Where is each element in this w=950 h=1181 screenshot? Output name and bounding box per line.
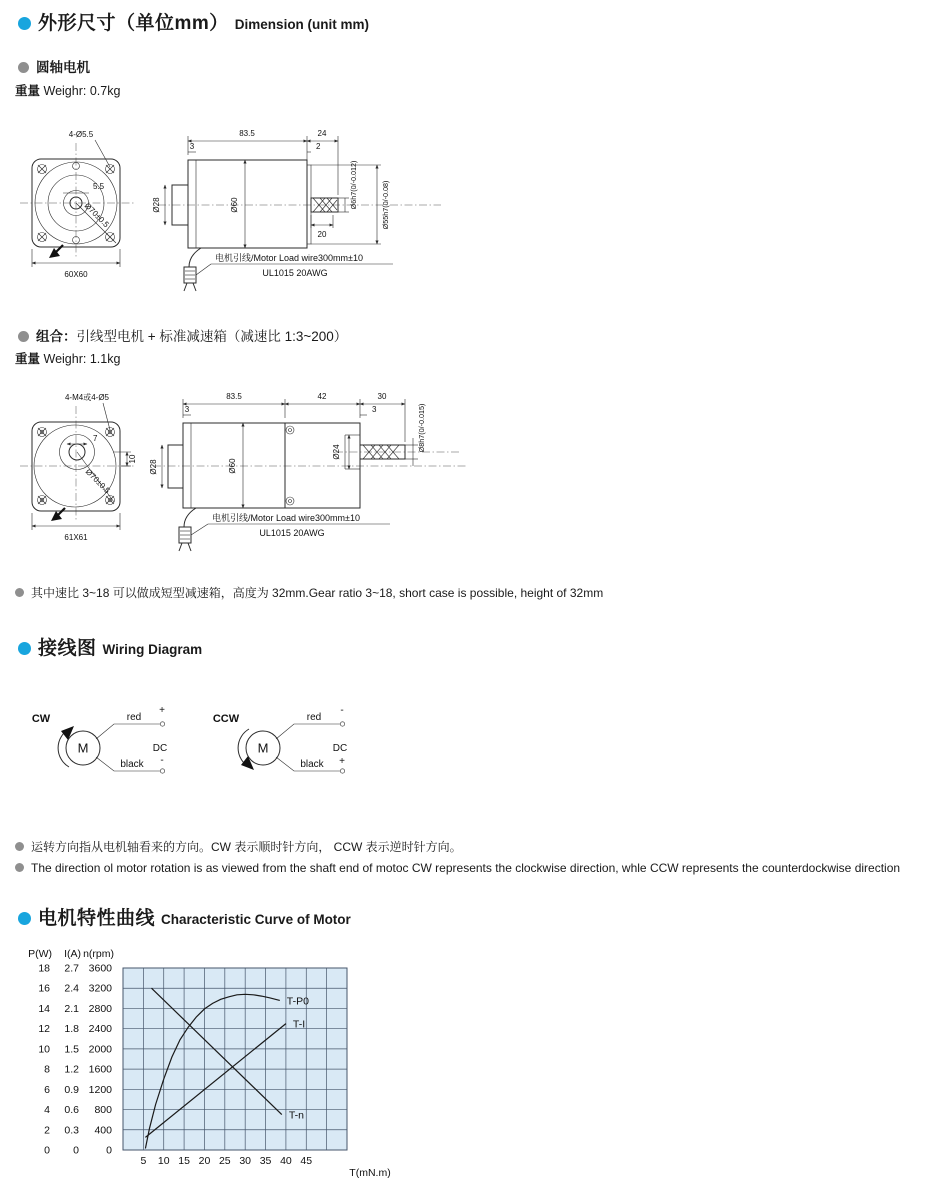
y-tick-label: 2000 [88, 1043, 112, 1056]
x-tick-label: 30 [239, 1155, 252, 1167]
y-tick-label: 0 [106, 1144, 112, 1157]
y-tick-label: 3600 [88, 962, 112, 975]
dim-square: 61X61 [64, 533, 88, 542]
section-title-zh: 外形尺寸（单位mm） [38, 13, 229, 34]
gear-combo-weight [15, 349, 120, 367]
x-axis-label: T(mN.m) [349, 1167, 391, 1179]
dim-dia70: Ø70±0.5 [82, 201, 111, 230]
top-wire-label: red [306, 712, 322, 723]
weight-value: Weighr: 0.7kg [43, 84, 121, 98]
dim-d60: Ø60 [230, 197, 239, 213]
direction-label: CW [31, 713, 51, 725]
gear-ratio-note-text: 其中速比 3~18 可以做成短型减速箱，高度为 32mm.Gear ratio 3~18, short case is possible, height of 32mm [31, 586, 604, 600]
rotation-note-en [15, 861, 900, 875]
gray-bullet-icon [18, 331, 29, 342]
rotation-note-zh-text: 运转方向指从电机轴看来的方向。CW 表示顺时针方向， CCW 表示逆时针方向。 [31, 840, 462, 854]
round-shaft-side-view [152, 129, 441, 291]
gray-bullet-icon [18, 62, 29, 73]
y-tick-label: 1.8 [64, 1023, 79, 1036]
y-tick-label: 2 [44, 1124, 50, 1137]
y-tick-label: 0.3 [64, 1124, 79, 1137]
section-title-en: Characteristic Curve of Motor [161, 912, 351, 927]
dim-dia70: Ø70±0.5 [83, 467, 112, 496]
dim-pilot-tolerance: Ø55h7(0/-0.08) [381, 180, 390, 230]
round-shaft-subheader [18, 56, 90, 77]
gray-bullet-icon [15, 842, 24, 851]
y-tick-label: 1200 [88, 1083, 112, 1096]
section-title-en: Dimension (unit mm) [234, 17, 370, 32]
dim-3: 3 [189, 142, 195, 151]
gear-ratio-note [15, 584, 603, 601]
y-tick-label: 800 [94, 1104, 112, 1117]
wire-note-2: UL1015 20AWG [259, 528, 325, 538]
wire-note-2: UL1015 20AWG [262, 268, 328, 278]
dim-7: 7 [93, 434, 98, 443]
weight-label-zh: 重量 [15, 352, 41, 366]
wire-note-1: 电机引线/Motor Load wire300mm±10 [212, 513, 360, 523]
y-axis-header: P(W) [28, 948, 52, 960]
supply-label: DC [152, 743, 168, 754]
dim-83-5: 83.5 [226, 392, 242, 401]
y-axis-header: n(rpm) [83, 948, 114, 960]
y-tick-label: 12 [38, 1023, 50, 1036]
rotation-note-en-text: The direction ol motor rotation is as viewed from the shaft end of motoc CW represents the clockwise direction, whle CCW represents the counterdockwise direction [31, 861, 901, 875]
bottom-terminal-sign: - [160, 755, 164, 766]
section-wiring-header [18, 633, 202, 660]
y-tick-label: 2.4 [64, 982, 79, 995]
x-tick-label: 25 [218, 1155, 231, 1167]
y-tick-label: 1.5 [64, 1043, 79, 1056]
y-tick-label: 14 [38, 1002, 50, 1015]
gray-bullet-icon [15, 588, 24, 597]
y-tick-label: 4 [44, 1104, 50, 1117]
dim-square: 60X60 [64, 270, 88, 279]
dim-d60: Ø60 [228, 458, 237, 474]
dim-d28: Ø28 [149, 459, 158, 475]
y-tick-label: 2400 [88, 1023, 112, 1036]
weight-value: Weighr: 1.1kg [43, 352, 121, 366]
series-label: T-n [288, 1109, 305, 1122]
y-tick-label: 0.9 [64, 1083, 79, 1096]
y-tick-label: 0.6 [64, 1104, 79, 1117]
gear-combo-dimension-drawing [15, 388, 475, 563]
y-tick-label: 18 [38, 962, 50, 975]
series-label: T-P0 [286, 995, 309, 1008]
characteristic-curve-chart [0, 935, 480, 1181]
dim-holes: 4-Ø5.5 [68, 130, 94, 139]
y-tick-label: 2.7 [64, 962, 79, 975]
dim-5-5: 5.5 [93, 182, 105, 191]
x-tick-label: 35 [259, 1155, 272, 1167]
rotation-arrowhead [61, 726, 74, 740]
y-tick-label: 2800 [88, 1002, 112, 1015]
round-shaft-front-view [20, 130, 134, 279]
section-title-en: Wiring Diagram [102, 642, 203, 657]
dim-shaft-tolerance: Ø8h7(0/-0.015) [417, 403, 426, 453]
y-tick-label: 10 [38, 1043, 50, 1056]
x-tick-label: 20 [198, 1155, 211, 1167]
rotation-arrowhead [241, 756, 254, 770]
dim-42: 42 [317, 392, 327, 401]
round-shaft-dimension-drawing [15, 125, 445, 297]
y-tick-label: 1.2 [64, 1063, 79, 1076]
y-tick-label: 400 [94, 1124, 112, 1137]
y-tick-label: 0 [73, 1144, 79, 1157]
y-tick-label: 8 [44, 1063, 50, 1076]
y-tick-label: 16 [38, 982, 50, 995]
dim-20: 20 [317, 230, 327, 239]
motor-symbol: M [77, 740, 89, 756]
dim-shaft-tolerance: Ø6h7(0/-0.012) [349, 160, 358, 210]
x-tick-label: 15 [178, 1155, 190, 1167]
dim-2: 2 [316, 142, 321, 151]
y-axis-header: I(A) [64, 948, 81, 960]
round-shaft-label: 圆轴电机 [36, 60, 90, 75]
blue-bullet-icon [18, 642, 31, 655]
section-title-zh: 接线图 [38, 638, 97, 659]
x-tick-label: 5 [140, 1155, 147, 1167]
wiring-diagram-ccw [202, 698, 387, 793]
gear-combo-subheader [18, 325, 347, 346]
motor-symbol: M [257, 740, 269, 756]
gear-combo-prefix: 组合： [36, 329, 77, 344]
dim-3-left: 3 [184, 405, 190, 414]
dim-83-5: 83.5 [239, 129, 255, 138]
direction-label: CCW [212, 713, 240, 725]
blue-bullet-icon [18, 912, 31, 925]
round-shaft-weight [15, 81, 120, 99]
dim-3-right: 3 [372, 405, 377, 414]
wiring-diagram-cw [22, 698, 207, 793]
section-curve-header [18, 903, 351, 930]
bottom-terminal-sign: + [339, 756, 345, 767]
bottom-wire-label: black [300, 759, 324, 770]
section-title-zh: 电机特性曲线 [38, 908, 156, 929]
y-tick-label: 2.1 [64, 1002, 79, 1015]
dim-24: 24 [317, 129, 327, 138]
y-tick-label: 6 [44, 1083, 50, 1096]
top-terminal-sign: + [159, 705, 165, 716]
x-tick-label: 40 [280, 1155, 292, 1167]
x-tick-label: 10 [157, 1155, 170, 1167]
blue-bullet-icon [18, 17, 31, 30]
dim-d28: Ø28 [152, 197, 161, 213]
y-tick-label: 0 [44, 1144, 50, 1157]
gear-combo-text: 引线型电机 + 标准减速箱（减速比 1:3~200） [76, 329, 348, 344]
rotation-note-zh [15, 838, 462, 855]
y-tick-label: 1600 [88, 1063, 112, 1076]
dim-10: 10 [128, 454, 137, 464]
y-tick-label: 3200 [88, 982, 112, 995]
x-tick-label: 45 [300, 1155, 313, 1167]
dim-d24: Ø24 [332, 444, 341, 460]
supply-label: DC [332, 743, 348, 754]
section-dimension-header [18, 8, 369, 35]
top-wire-label: red [126, 712, 142, 723]
series-label: T-I [292, 1018, 306, 1031]
weight-label-zh: 重量 [15, 84, 41, 98]
bottom-wire-label: black [120, 759, 144, 770]
dim-30: 30 [377, 392, 387, 401]
wire-note-1: 电机引线/Motor Load wire300mm±10 [215, 253, 363, 263]
gear-combo-side-view [149, 392, 467, 551]
gear-combo-front-view [20, 392, 137, 542]
top-terminal-sign: - [340, 705, 344, 716]
dim-holes: 4-M4或4-Ø5 [64, 393, 110, 402]
gray-bullet-icon [15, 863, 24, 872]
